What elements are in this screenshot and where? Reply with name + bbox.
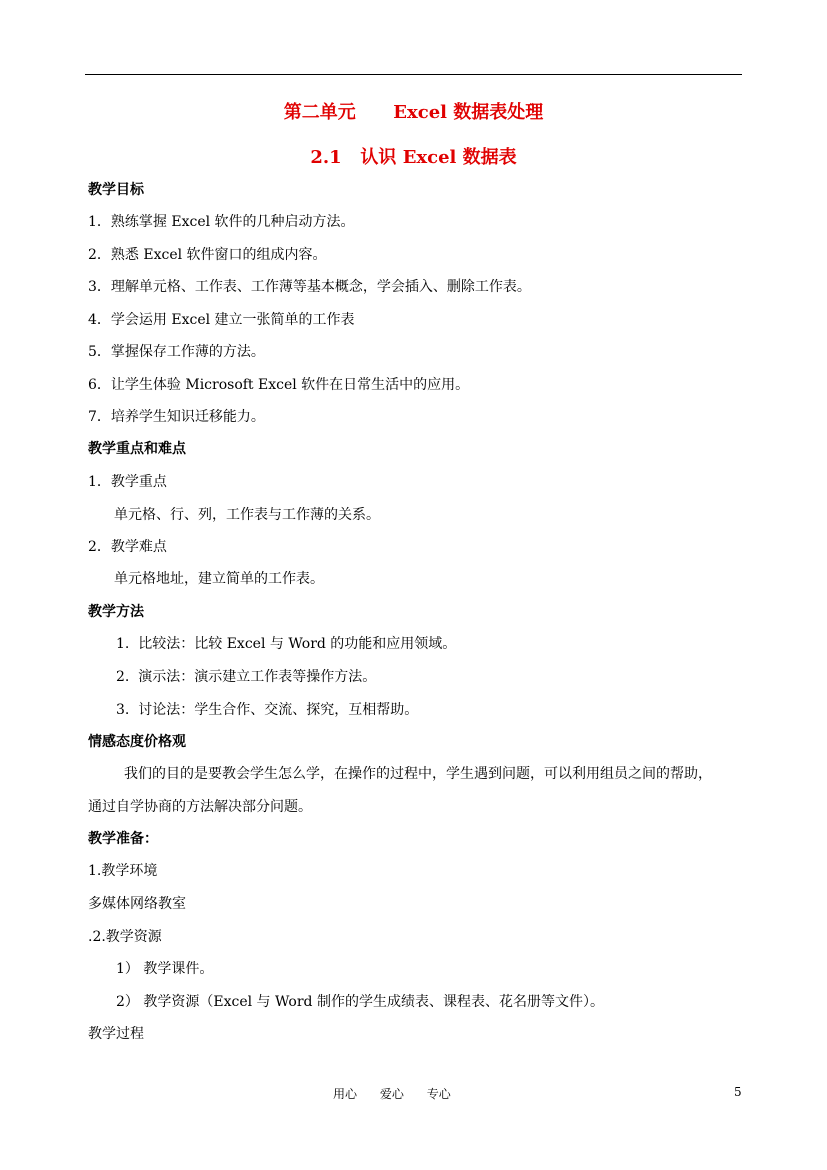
section-heading-methods: 教学方法 — [88, 604, 144, 620]
objective-item: 4．学会运用 Excel 建立一张简单的工作表 — [88, 312, 355, 328]
section-heading-key-points: 教学重点和难点 — [88, 441, 186, 457]
section-heading-values: 情感态度价格观 — [88, 734, 186, 750]
header-rule — [85, 74, 742, 75]
difficult-point-text: 单元格地址，建立简单的工作表。 — [114, 571, 324, 587]
environment-label: 1.教学环境 — [88, 863, 158, 879]
method-item: 2. 演示法：演示建立工作表等操作方法。 — [116, 669, 377, 685]
unit-title: 第二单元 Excel 数据表处理 — [283, 102, 544, 123]
page-number: 5 — [734, 1085, 742, 1099]
section-heading-objectives: 教学目标 — [88, 182, 144, 198]
objective-item: 3．理解单元格、工作表、工作薄等基本概念，学会插入、删除工作表。 — [88, 279, 531, 295]
key-point-label: 1．教学重点 — [88, 474, 167, 490]
environment-text: 多媒体网络教室 — [88, 896, 186, 912]
resources-label: .2.教学资源 — [88, 929, 162, 945]
lesson-title: 2.1 认识 Excel 数据表 — [310, 147, 517, 168]
footer-motto: 用心 爱心 专心 — [333, 1087, 451, 1101]
values-paragraph-line: 我们的目的是要教会学生怎么学，在操作的过程中，学生遇到问题，可以利用组员之间的帮助， — [124, 766, 712, 782]
objective-item: 7．培养学生知识迁移能力。 — [88, 409, 265, 425]
resource-item: 1） 教学课件。 — [116, 961, 214, 977]
method-item: 3. 讨论法：学生合作、交流、探究，互相帮助。 — [116, 702, 419, 718]
section-heading-preparation: 教学准备： — [88, 831, 158, 847]
values-paragraph-line: 通过自学协商的方法解决部分问题。 — [88, 799, 312, 815]
method-item: 1. 比较法：比较 Excel 与 Word 的功能和应用领域。 — [116, 636, 457, 652]
objective-item: 6．让学生体验 Microsoft Excel 软件在日常生活中的应用。 — [88, 377, 470, 393]
key-point-text: 单元格、行、列，工作表与工作薄的关系。 — [114, 507, 380, 523]
resource-item: 2） 教学资源（Excel 与 Word 制作的学生成绩表、课程表、花名册等文件）。 — [116, 994, 604, 1010]
objective-item: 2．熟悉 Excel 软件窗口的组成内容。 — [88, 247, 327, 263]
objective-item: 1．熟练掌握 Excel 软件的几种启动方法。 — [88, 214, 355, 230]
objective-item: 5．掌握保存工作薄的方法。 — [88, 344, 265, 360]
section-heading-process: 教学过程 — [88, 1026, 144, 1042]
difficult-point-label: 2．教学难点 — [88, 539, 167, 555]
